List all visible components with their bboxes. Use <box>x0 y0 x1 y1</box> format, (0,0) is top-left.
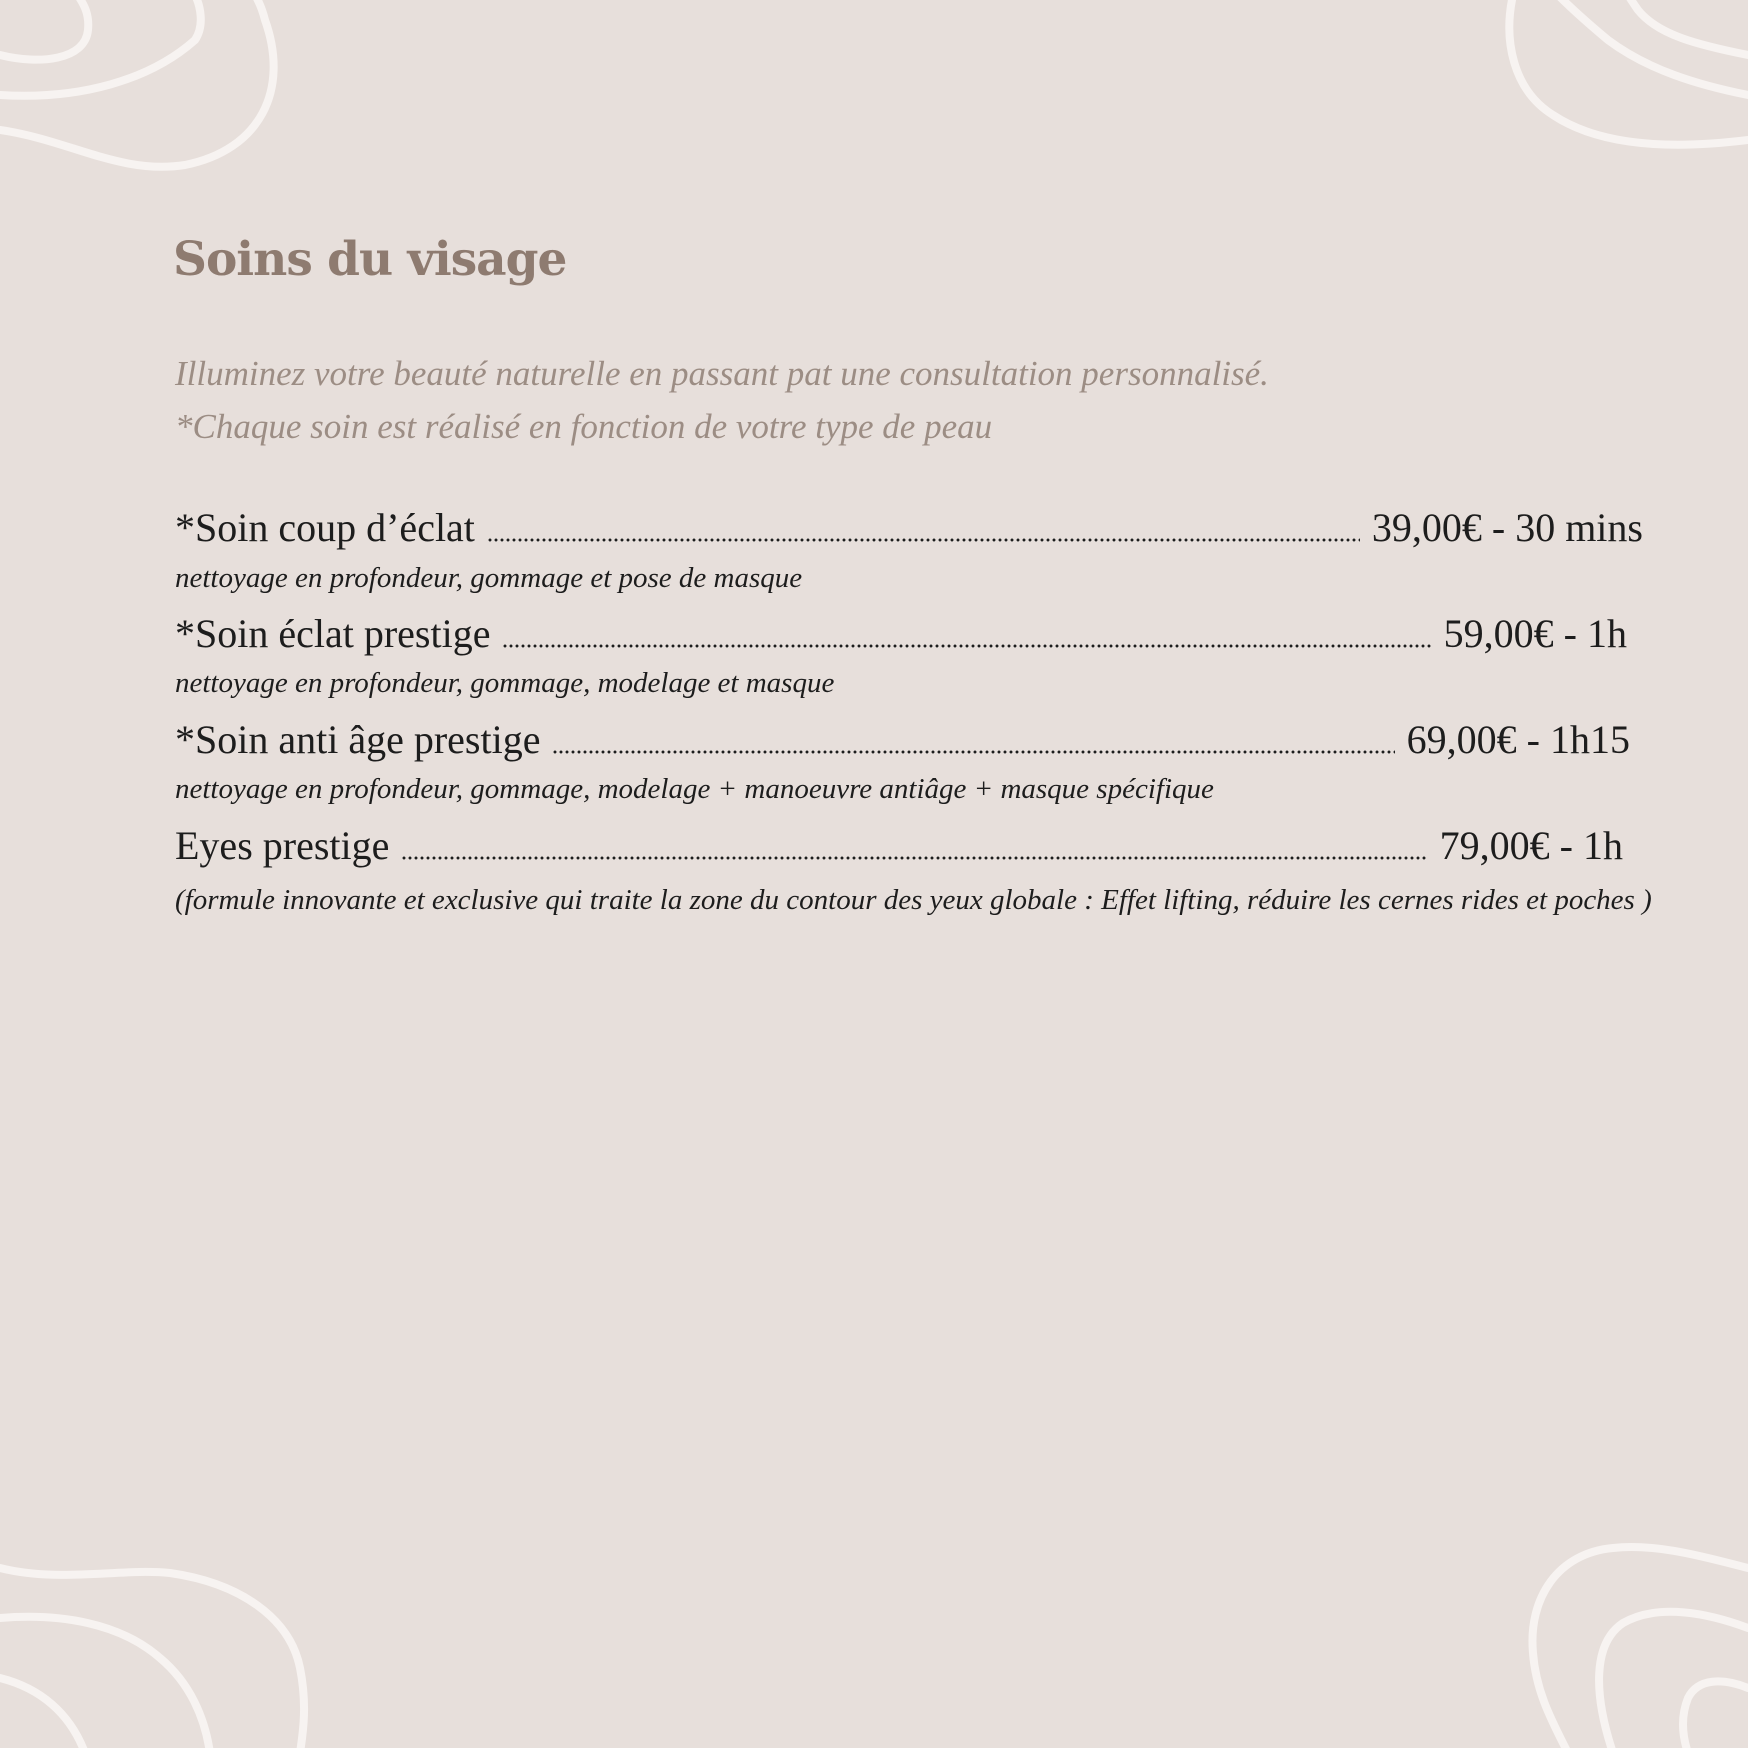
service-row <box>175 716 1630 764</box>
dotted-leader <box>401 856 1427 860</box>
service-name: Eyes prestige <box>175 823 390 868</box>
service-price: 69,00€ - 1h15 <box>1406 717 1630 762</box>
bottom-right-swirl-decoration <box>1498 1528 1748 1748</box>
service-price: 39,00€ - 30 mins <box>1371 505 1643 550</box>
service-description: nettoyage en profondeur, gommage, modelage + manoeuvre antiâge + masque spécifique <box>175 773 1214 805</box>
service-row <box>175 822 1623 870</box>
intro-text: Illuminez votre beauté naturelle en passant pat une consultation personnalisé. <box>175 354 1269 393</box>
top-left-swirl-decoration <box>0 0 300 200</box>
service-price: 59,00€ - 1h <box>1443 611 1627 656</box>
dotted-leader <box>552 750 1394 754</box>
bottom-left-swirl-decoration <box>0 1548 320 1748</box>
service-description: nettoyage en profondeur, gommage et pose de masque <box>175 562 803 594</box>
dotted-leader <box>502 644 1431 648</box>
service-name: *Soin anti âge prestige <box>175 717 541 762</box>
service-row <box>175 504 1643 552</box>
page-title: Soins du visage <box>173 232 567 287</box>
top-right-swirl-decoration <box>1468 0 1748 160</box>
service-description: (formule innovante et exclusive qui traite la zone du contour des yeux globale : Effet lifting, réduire les cernes rides et poches ) <box>175 884 1652 916</box>
service-description: nettoyage en profondeur, gommage, modelage et masque <box>175 667 835 699</box>
dotted-leader <box>487 538 1360 542</box>
service-price: 79,00€ - 1h <box>1439 823 1623 868</box>
service-name: *Soin coup d’éclat <box>175 505 475 550</box>
service-name: *Soin éclat prestige <box>175 611 491 656</box>
service-row <box>175 610 1627 658</box>
intro-note: *Chaque soin est réalisé en fonction de votre type de peau <box>175 407 993 446</box>
